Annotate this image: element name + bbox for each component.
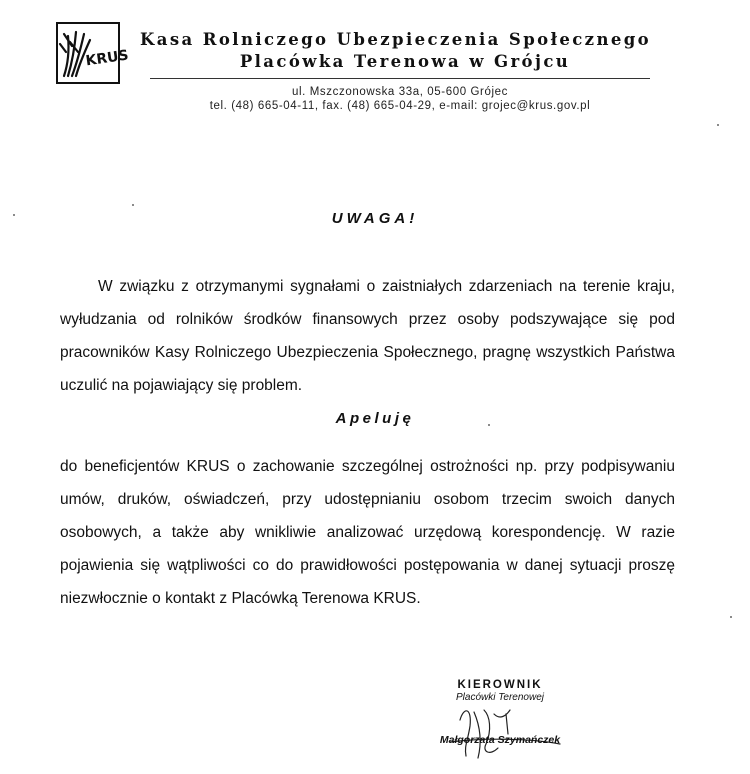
signature-title: KIEROWNIK [457, 679, 543, 691]
scan-speck [132, 204, 134, 206]
signature-office: Placówki Terenowej [455, 692, 544, 703]
notice-paragraph-1: W związku z otrzymanymi sygnałami o zaistniałych zdarzeniach na terenie kraju, wyłudzania od rolników środków finansowych przez osoby podszywające się pod pracowników Kasy Rolniczego Ubezpieczenia Społecznego, pragnę wszystkich Państwa uczulić na pojawiający się problem. [60, 278, 675, 394]
notice-paragraph-2: do beneficjentów KRUS o zachowanie szczególnej ostrożności np. przy podpisywaniu umów, druków, oświadczeń, przy udostępnianiu osobom trzecim swoich danych osobowych, a także aby wnikliwie analizować urzędową korespondencję. W razie pojawienia się wątpliwości co do prawidłowości postępowania w danej sytuacji proszę niezwłocznie o kontakt z Placówką Terenowa KRUS. [60, 458, 675, 607]
address-line: ul. Mszczonowska 33a, 05-600 Grójec [292, 86, 508, 98]
signature-block [420, 672, 580, 772]
scan-speck [717, 124, 719, 126]
scan-speck [488, 424, 490, 426]
signatory-name: Małgorzata Szymańczek [439, 734, 561, 746]
notice-heading: UWAGA! [331, 210, 419, 227]
branch-name: Placówka Terenowa w Grójcu [239, 52, 571, 71]
appeal-subheading: Apeluję [335, 410, 415, 427]
scan-speck [13, 214, 15, 216]
organization-name: Kasa Rolniczego Ubezpieczenia Społecznego [140, 30, 652, 49]
contact-line: tel. (48) 665-04-11, fax. (48) 665-04-29, e-mail: grojec@krus.gov.pl [209, 100, 591, 112]
scan-speck [730, 616, 732, 618]
header-divider [150, 78, 650, 79]
krus-logo [56, 22, 130, 84]
svg-text:KRUS: KRUS [84, 47, 130, 70]
